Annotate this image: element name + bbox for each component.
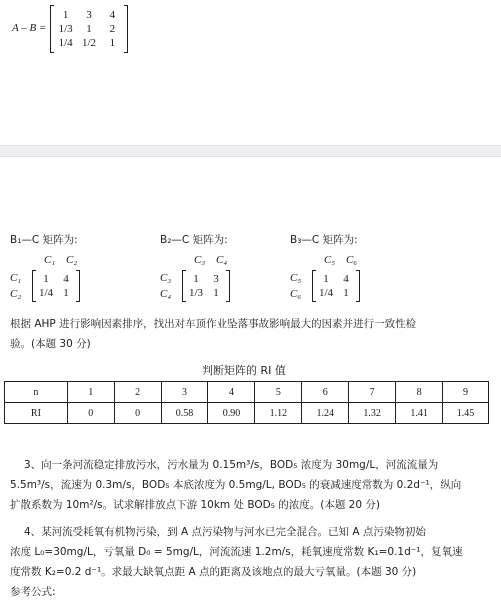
- ri-table-value-cell: 1.12: [255, 403, 302, 424]
- matrix-cell: 1/2: [81, 36, 97, 49]
- b-c-matrix-row-label: C₃: [160, 272, 172, 284]
- ri-table-value-cell: 1.41: [396, 403, 443, 424]
- b-c-matrix-row-label: C₅: [290, 272, 302, 284]
- matrix-cell: 1/3: [58, 22, 73, 35]
- ri-table: [4, 381, 489, 424]
- ri-table-value-cell: 1.32: [349, 403, 396, 424]
- matrix-cell: 1: [323, 272, 329, 285]
- matrix-cell: 1/3: [188, 286, 204, 299]
- ahp-question-line1: 根据 AHP 进行影响因素排序，找出对车顶作业坠落事故影响最大的因素并进行一致性检: [10, 318, 417, 330]
- b-c-matrix-title: B₃—C 矩阵为:: [290, 234, 358, 246]
- b-c-matrix-col-header: C₂: [66, 254, 78, 266]
- b-c-matrix-title: B₂—C 矩阵为:: [160, 234, 228, 246]
- matrix-cell: 4: [63, 272, 69, 285]
- ri-table-header-cell: 9: [443, 382, 489, 403]
- ri-table-header-cell: 5: [255, 382, 302, 403]
- b-c-matrix-col-header: C₄: [216, 254, 228, 266]
- ri-table-value-cell: 0: [67, 403, 114, 424]
- matrix-cell: 1/4: [58, 36, 73, 49]
- ri-table-value-row: [5, 403, 489, 424]
- matrix-cell: 1: [109, 36, 116, 49]
- q4-line4: 参考公式:: [10, 586, 56, 598]
- ri-table-header-cell: 8: [396, 382, 443, 403]
- ri-table-header-cell: 7: [349, 382, 396, 403]
- b-c-matrix-col-header: C₁: [44, 254, 56, 266]
- matrix-cell: 4: [109, 8, 116, 21]
- b-c-matrix-col-header: C₅: [324, 254, 336, 266]
- ri-table-value-cell: 1.24: [302, 403, 349, 424]
- q3-line3: 扩散系数为 10m²/s。试求解排放点下游 10km 处 BOD₅ 的浓度。(本题 20 分): [10, 499, 380, 511]
- ri-table-value-cell: 0.90: [208, 403, 255, 424]
- matrix-cell: 3: [86, 8, 92, 21]
- matrix-cell: 1: [62, 8, 69, 21]
- matrix-cell: 1: [43, 272, 49, 285]
- b-c-matrix: [32, 270, 80, 302]
- matrix-cell: 1/4: [318, 286, 334, 299]
- matrix-a-b-label: A – B =: [12, 22, 47, 34]
- b-c-matrix-col-header: C₃: [194, 254, 206, 266]
- matrix-cell: 2: [109, 22, 116, 35]
- ri-table-header-cell: 2: [114, 382, 161, 403]
- matrix-cell: 3: [213, 272, 219, 285]
- matrix-a-b: [50, 5, 128, 53]
- q4-line2: 浓度 L₀=30mg/L，亏氧量 D₀ = 5mg/L，河流流速 1.2m/s，耗氧速度常数 K₁=0.1d⁻¹，复氧速: [10, 546, 463, 558]
- section-divider: [0, 145, 501, 157]
- ri-table-value-cell: 0.58: [161, 403, 208, 424]
- b-c-matrix-row-label: C₂: [10, 288, 22, 300]
- ri-table-value-cell: RI: [5, 403, 68, 424]
- matrix-a-b-cells: [54, 8, 124, 50]
- q3-line2: 5.5m³/s，流速为 0.3m/s，BOD₅ 本底浓度为 0.5mg/L, BOD₅ 的衰减速度常数为 0.2d⁻¹，纵向: [10, 479, 462, 491]
- b-c-matrix-col-header: C₆: [346, 254, 358, 266]
- b-c-matrix-row-label: C₄: [160, 288, 172, 300]
- ri-table-value-cell: 1.45: [443, 403, 489, 424]
- b-c-matrix: [182, 270, 230, 302]
- ri-table-header-cell: n: [5, 382, 68, 403]
- b-c-matrix-row-label: C₁: [10, 272, 22, 284]
- matrix-cell: 1: [343, 286, 349, 299]
- matrix-cell: 1: [63, 286, 69, 299]
- q4-line1: 4、某河流受耗氧有机物污染，到 A 点污染物与河水已完全混合。已知 A 点污染物初始: [24, 526, 426, 538]
- matrix-cell: 1: [193, 272, 199, 285]
- q4-line3: 度常数 K₂=0.2 d⁻¹。求最大缺氧点距 A 点的距离及该地点的最大亏氧量。(本题 30 分): [10, 566, 417, 578]
- matrix-cell: 1: [86, 22, 92, 35]
- q3-line1: 3、向一条河流稳定排放污水，污水量为 0.15m³/s，BOD₅ 浓度为 30mg/L，河流流量为: [24, 459, 439, 471]
- ri-table-value-cell: 0: [114, 403, 161, 424]
- b-c-matrix-title: B₁—C 矩阵为:: [10, 234, 78, 246]
- ri-table-header-cell: 6: [302, 382, 349, 403]
- matrix-cell: 4: [343, 272, 349, 285]
- ri-table-header-row: [5, 382, 489, 403]
- ri-table-header-cell: 4: [208, 382, 255, 403]
- ri-table-header-cell: 3: [161, 382, 208, 403]
- ri-table-header-cell: 1: [67, 382, 114, 403]
- b-c-matrix-row-label: C₆: [290, 288, 302, 300]
- matrix-cell: 1: [213, 286, 219, 299]
- ahp-question-line2: 验。(本题 30 分): [10, 338, 91, 350]
- b-c-matrix: [312, 270, 360, 302]
- matrix-cell: 1/4: [38, 286, 54, 299]
- ri-table-caption: 判断矩阵的 RI 值: [202, 364, 286, 377]
